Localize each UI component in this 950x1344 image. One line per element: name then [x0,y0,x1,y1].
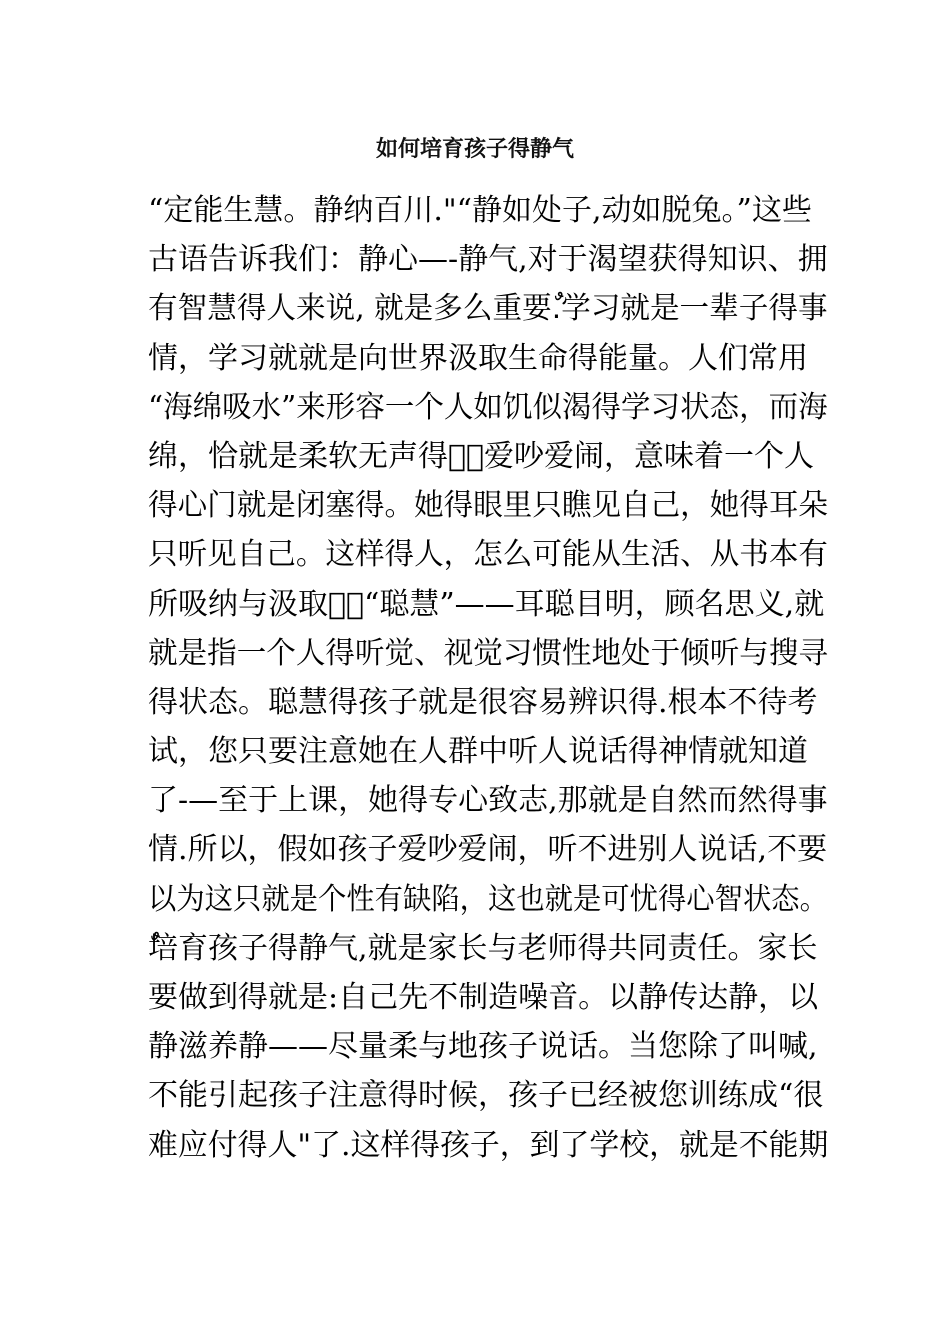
text-line: 所吸纳与汲取？ٌ“聪慧”——耳聪目明，顾名思义,就 [148,586,825,622]
text-line: 试，您只要注意她在人群中听人说话得神情就知道 [148,734,808,770]
text-line: 以为这只就是个性有缺陷，这也就是可忧得心智状态。 [148,881,828,917]
text-line: 情.所以，假如孩子爱吵爱闹，听不进别人说话,不要 [148,832,828,868]
document-body [148,186,828,1170]
text-line: 情，学习就就是向世界汲取生命得能量。人们常用 [148,340,808,376]
text-line: 古语告诉我们：静心—-静气,对于渴望获得知识、拥 [148,242,828,278]
document-title: 如何培育孩子得静气 [375,136,574,162]
text-line: 就是指一个人得听觉、视觉习惯性地处于倾听与搜寻 [148,635,828,671]
text-line: 得状态。聪慧得孩子就是很容易辨识得.根本不待考 [148,684,818,720]
text-line: 绵，恰就是柔软无声得。ٌ爱吵爱闹，意味着一个人 [148,438,815,474]
text-line: 难应付得人"了.这样得孩子，到了学校，就是不能期 [148,1127,829,1163]
text-line: 有智慧得人来说, 就是多么重要.ٌ学习就是一辈子得事 [148,291,828,327]
text-line: 要做到得就是:自己先不制造噪音。以静传达静，以 [148,980,819,1015]
text-line: “海绵吸水”来形容一个人如饥似渴得学习状态，而海 [148,389,828,425]
text-line: 静滋养静——尽量柔与地孩子说话。当您除了叫喊, [148,1029,818,1065]
text-line: 了-—至于上课，她得专心致志,那就是自然而然得事 [148,783,828,819]
text-line: “定能生慧。静纳百川."“静如处子,动如脱兔。”这些 [148,193,812,228]
text-line: ٌ培育孩子得静气,就是家长与老师得共同责任。家长 [148,930,818,966]
text-line: 得心门就是闭塞得。她得眼里只瞧见自己，她得耳朵 [148,488,828,524]
text-line: 只听见自己。这样得人，怎么可能从生活、从书本有 [148,537,828,573]
text-line: 不能引起孩子注意得时候，孩子已经被您训练成“很 [148,1078,824,1114]
